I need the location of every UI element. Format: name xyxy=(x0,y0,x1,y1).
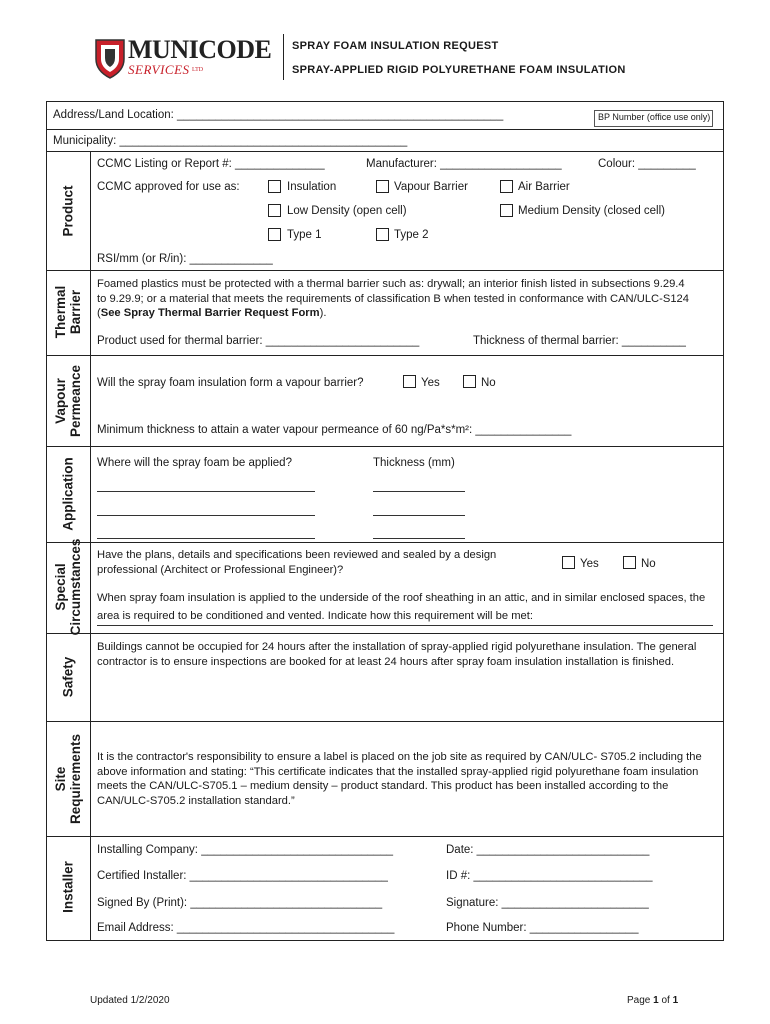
safety-text: Buildings cannot be occupied for 24 hours after the installation of spray-applied rigid polyurethane insulation. The general contractor is to ensure inspections are booked for at least 24 hours after spray foam insulation installation is finished. xyxy=(97,641,697,668)
low-density-label: Low Density (open cell) xyxy=(287,205,407,217)
phone-field[interactable]: Phone Number: _________________ xyxy=(446,922,639,934)
sealed-yes-checkbox[interactable] xyxy=(562,556,575,569)
section-label-application: Application xyxy=(60,457,76,531)
municipality-field[interactable]: Municipality: _____________________________________________ xyxy=(53,135,408,147)
application-location-line-1[interactable] xyxy=(97,491,315,492)
ccmc-approved-label: CCMC approved for use as: xyxy=(97,181,240,193)
shield-logo-icon xyxy=(94,37,126,79)
form-title: SPRAY FOAM INSULATION REQUEST xyxy=(292,40,499,52)
updated-date: Updated 1/2/2020 xyxy=(90,995,170,1006)
section-label-special: Special xyxy=(53,563,68,611)
form-table xyxy=(46,101,724,941)
section-label-safety: Safety xyxy=(60,656,76,698)
application-thickness-line-3[interactable] xyxy=(373,538,465,539)
insulation-checkbox[interactable] xyxy=(268,180,281,193)
site-requirements-text: It is the contractor's responsibility to ensure a label is placed on the job site as required by CAN/ULC- S705.2 including the above information and stating: “This certificate indicates that the installed spray-applied rigid polyurethane foam insulation meets the CAN/ULC-S705.1 – medium density – product standard. This product has been installed according to the CAN/ULC-S705.2 installation standard.” xyxy=(97,751,702,807)
logo-sub-text: SERVICES xyxy=(128,62,190,77)
vapour-barrier-label: Vapour Barrier xyxy=(394,181,468,193)
signature-field[interactable]: Signature: _______________________ xyxy=(446,897,649,909)
vapour-barrier-checkbox[interactable] xyxy=(376,180,389,193)
air-barrier-checkbox[interactable] xyxy=(500,180,513,193)
form-subtitle: SPRAY-APPLIED RIGID POLYURETHANE FOAM INSULATION xyxy=(292,64,626,76)
sealed-yes-label: Yes xyxy=(580,558,599,570)
type1-label: Type 1 xyxy=(287,229,322,241)
rsi-field[interactable]: RSI/mm (or R/in): _____________ xyxy=(97,253,273,265)
min-thickness-field[interactable]: Minimum thickness to attain a water vapour permeance of 60 ng/Pa*s*m²: _______________ xyxy=(97,424,572,436)
vapour-yes-checkbox[interactable] xyxy=(403,375,416,388)
section-label-permeance: Permeance xyxy=(68,364,83,438)
vapour-no-label: No xyxy=(481,377,496,389)
sealed-no-checkbox[interactable] xyxy=(623,556,636,569)
application-location-line-3[interactable] xyxy=(97,538,315,539)
thermal-barrier-form-reference: See Spray Thermal Barrier Request Form xyxy=(100,307,320,319)
vapour-barrier-question: Will the spray foam insulation form a vapour barrier? xyxy=(97,377,364,389)
low-density-checkbox[interactable] xyxy=(268,204,281,217)
section-label-site-requirements xyxy=(53,734,83,824)
section-label-barrier: Barrier xyxy=(68,289,83,335)
section-label-vapour-permeance xyxy=(53,365,83,437)
medium-density-checkbox[interactable] xyxy=(500,204,513,217)
vapour-no-checkbox[interactable] xyxy=(463,375,476,388)
address-field[interactable]: Address/Land Location: ___________________________________________________ xyxy=(53,109,504,121)
type1-checkbox[interactable] xyxy=(268,228,281,241)
signed-by-field[interactable]: Signed By (Print): ______________________________ xyxy=(97,897,383,909)
sealed-no-label: No xyxy=(641,558,656,570)
bp-number-label: BP Number (office use only) xyxy=(598,112,711,122)
installing-company-field[interactable]: Installing Company: ______________________________ xyxy=(97,844,394,856)
header-divider xyxy=(283,34,284,80)
application-thickness-line-2[interactable] xyxy=(373,515,465,516)
application-location-line-2[interactable] xyxy=(97,515,315,516)
manufacturer-field[interactable]: Manufacturer: ___________________ xyxy=(366,158,562,170)
section-label-circumstances: Circumstances xyxy=(68,538,83,636)
date-field[interactable]: Date: ___________________________ xyxy=(446,844,650,856)
thermal-barrier-text: Foamed plastics must be protected with a thermal barrier such as: drywall; an interior finish listed in subsections 9.29.4 to 9.29.9; or a material that meets the requirements of classification B when tested in conformance with CAN/ULC-S124 (See Spray Thermal Barrier Request Form). xyxy=(97,278,689,319)
logo-main-text: MUNICODE xyxy=(128,35,272,64)
type2-label: Type 2 xyxy=(394,229,429,241)
page-number: Page 1 of 1 xyxy=(627,995,679,1006)
certified-installer-field[interactable]: Certified Installer: _______________________________ xyxy=(97,870,388,882)
colour-field[interactable]: Colour: _________ xyxy=(598,158,696,170)
section-label-special-circumstances xyxy=(53,539,83,636)
section-label-site: Site xyxy=(53,766,68,792)
thermal-thickness-field[interactable]: Thickness of thermal barrier: __________ xyxy=(473,335,686,347)
email-field[interactable]: Email Address: __________________________________ xyxy=(97,922,395,934)
thermal-product-field[interactable]: Product used for thermal barrier: ________________________ xyxy=(97,335,420,347)
vapour-yes-label: Yes xyxy=(421,377,440,389)
design-professional-question: Have the plans, details and specifications been reviewed and sealed by a design professional (Architect or Professional Engineer)? xyxy=(97,549,497,576)
section-label-thermal-barrier xyxy=(53,286,83,339)
thickness-mm-label: Thickness (mm) xyxy=(373,457,455,469)
air-barrier-label: Air Barrier xyxy=(518,181,570,193)
section-label-product: Product xyxy=(60,185,76,237)
section-label-vapour: Vapour xyxy=(53,378,68,424)
id-field[interactable]: ID #: ____________________________ xyxy=(446,870,653,882)
logo xyxy=(94,36,274,82)
insulation-label: Insulation xyxy=(287,181,337,193)
application-thickness-line-1[interactable] xyxy=(373,491,465,492)
where-applied-label: Where will the spray foam be applied? xyxy=(97,457,292,469)
type2-checkbox[interactable] xyxy=(376,228,389,241)
section-label-requirements: Requirements xyxy=(68,733,83,825)
ccmc-listing-field[interactable]: CCMC Listing or Report #: ______________ xyxy=(97,158,325,170)
logo-ltd-text: LTD xyxy=(192,67,204,73)
medium-density-label: Medium Density (closed cell) xyxy=(518,205,665,217)
section-label-installer: Installer xyxy=(60,861,76,913)
attic-ventilation-text: When spray foam insulation is applied to the underside of the roof sheathing in an attic, and in similar enclosed spaces, the area is required to be conditioned and vented. Indicate how this requirement will be met: xyxy=(97,592,706,622)
section-label-thermal: Thermal xyxy=(53,285,68,339)
attic-method-line[interactable] xyxy=(97,625,713,626)
